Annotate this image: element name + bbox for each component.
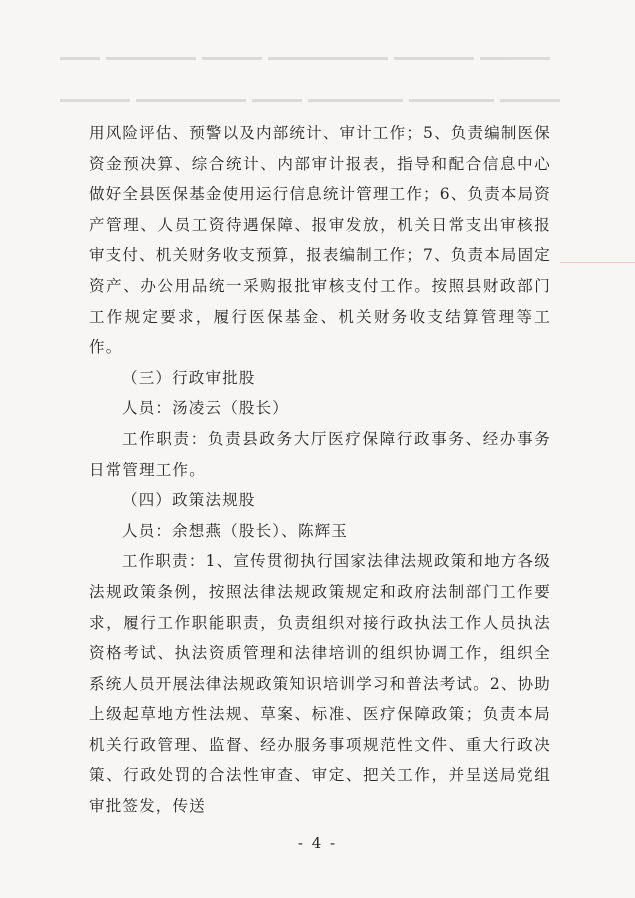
bleed-through-text: [60, 48, 580, 58]
bleed-through-text: [60, 90, 580, 100]
section-staff-administrative-approval: 人员：汤凌云（股长）: [122, 399, 290, 418]
section-heading-administrative-approval: （三）行政审批股: [122, 368, 256, 387]
body-text: [89, 118, 551, 822]
section-duties-policy-regulations: 工作职责：1、宣传贯彻执行国家法律法规政策和地方各级法规政策条例，按照法律法规政策规定和政府法制部门工作要求，履行工作职能职责，负责组织对接行政执法工作人员执法资格考试、执法资质管理和法律培训的组织协调工作，组织全系统人员开展法律法规政策知识培训学习和普法考试。2、协助上级起草地方性法规、草案、标准、医疗保障政策；负责本局机关行政管理、监督、经办服务事项规范性文件、重大行政决策、行政处罚的合法性审查、审定、把关工作，并呈送局党组审批签发，传送: [89, 552, 551, 816]
section-heading-policy-regulations: （四）政策法规股: [122, 491, 256, 510]
paragraph-finance-duties: 用风险评估、预警以及内部统计、审计工作；5、负责编制医保资金预决算、综合统计、内部审计报表，指导和配合信息中心做好全县医保基金使用运行信息统计管理工作；6、负责本局资产管理、人员工资待遇保障、报审发放，机关日常支出审核报审支付、机关财务收支预算，报表编制工作；7、负责本局固定资产、办公用品统一采购报批审核支付工作。按照县财政部门工作规定要求，履行医保基金、机关财务收支结算管理等工作。: [89, 124, 551, 357]
section-staff-policy-regulations: 人员：余想燕（股长）、陈辉玉: [122, 521, 349, 540]
page-number: - 4 -: [297, 834, 338, 852]
section-duties-administrative-approval: 工作职责：负责县政务大厅医疗保障行政事务、经办事务日常管理工作。: [89, 429, 551, 479]
red-margin-line: [560, 262, 635, 263]
